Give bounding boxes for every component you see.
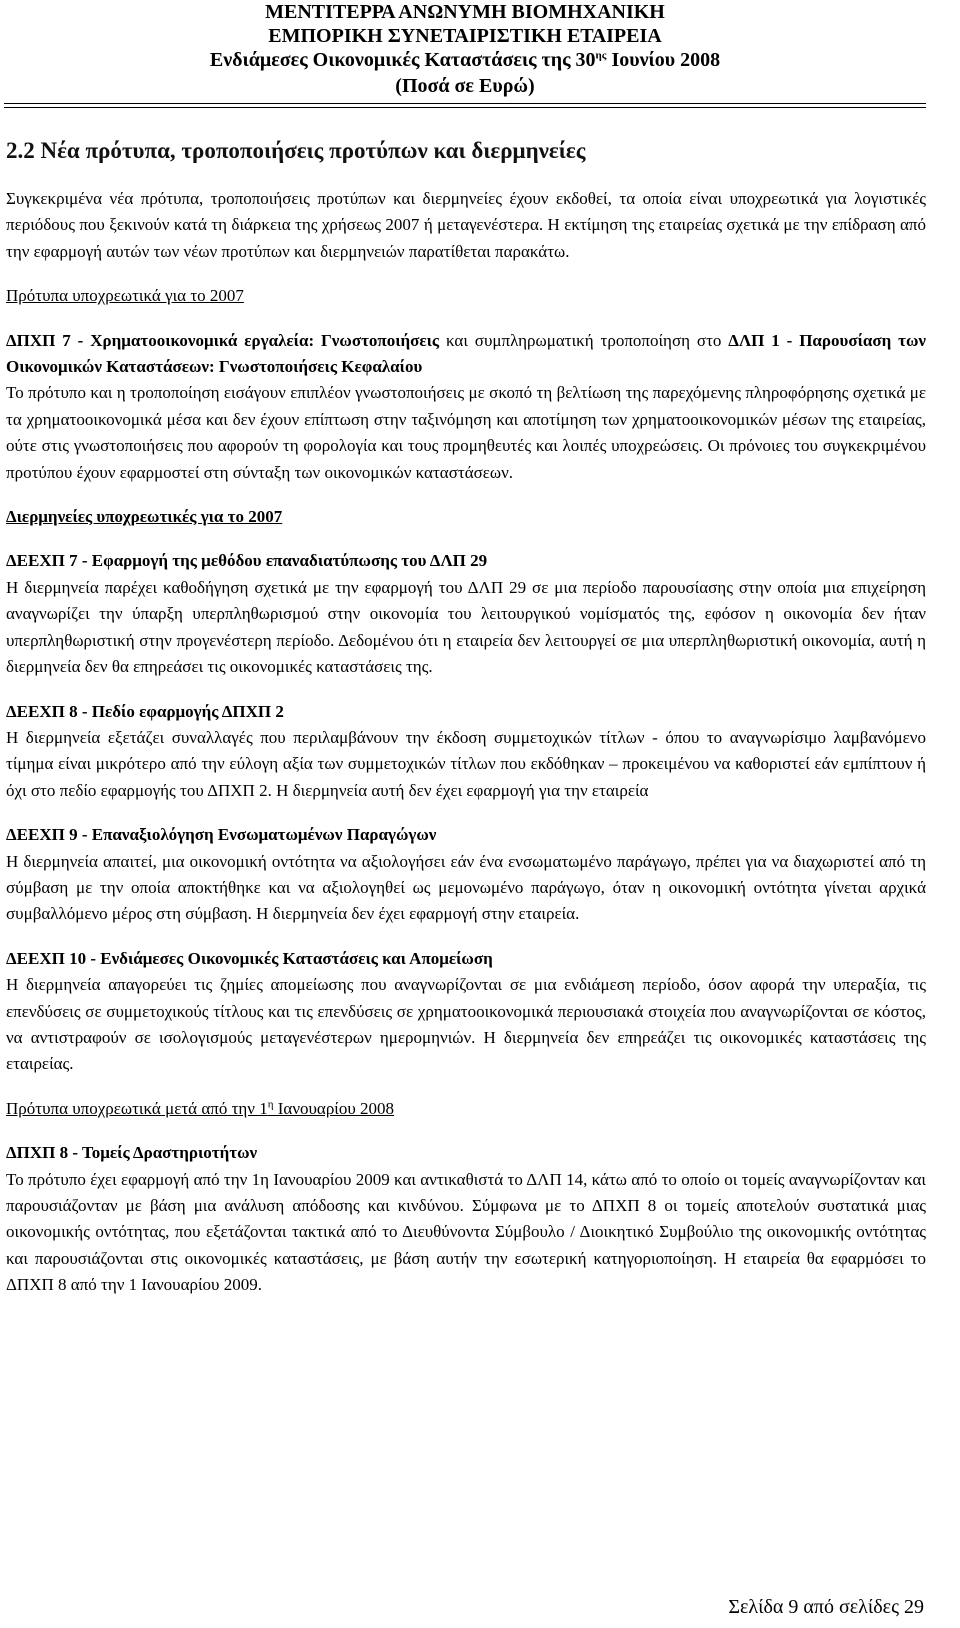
- company-name-line2: ΕΜΠΟΡΙΚΗ ΣΥΝΕΤΑΙΡΙΣΤΙΚΗ ΕΤΑΙΡΕΙΑ: [268, 25, 662, 47]
- ifric7-body: Η διερμηνεία παρέχει καθοδήγηση σχετικά με την εφαρμογή του ΔΛΠ 29 σε μια περίοδο παρουσίασης στην οποία μια επιχείρηση αναγνωρίζει την ύπαρξη υπερπληθωρισμού στην οικονομία του λειτουργικού νομίσματός της, εφόσον η οικονομία δεν ήταν υπερπληθωριστική στην προγενέστερη περίοδο. Δεδομένου ότι η εταιρεία δεν λειτουργεί σε μια υπερπληθωριστική οικονομία, αυτή η διερμηνεία δεν θα επηρεάσει τις οικονομικές καταστάσεις της.: [6, 577, 926, 677]
- currency-note: (Ποσά σε Ευρώ): [395, 75, 535, 97]
- header-rule-top: [4, 103, 926, 104]
- ifric8-body: Η διερμηνεία εξετάζει συναλλαγές που περιλαμβάνουν την έκδοση συμμετοχικών τίτλων - όπου το αναγνωρίσιμο λαμβανόμενο τίμημα είναι μικρότερο από την εύλογη αξία των συμμετοχικών τίτλων που εκδόθηκαν – προκειμένου να καθοριστεί εάν εμπίπτουν ή όχι στο πεδίο εφαρμογής του ΔΠΧΠ 2. Η διερμηνεία αυτή δεν έχει εφαρμογή για την εταιρεία: [6, 727, 926, 800]
- section-title: 2.2 Νέα πρότυπα, τροποποιήσεις προτύπων και διερμηνείες: [6, 138, 586, 163]
- standards-2008-heading: Πρότυπα υποχρεωτικά μετά από την $1^\eta$ Ιανουαρίου 2008: [6, 1098, 395, 1118]
- standards-2007-heading: Πρότυπα υποχρεωτικά για το 2007: [6, 286, 244, 306]
- ifric8-title: ΔΕΕΧΠ 8 - Πεδίο εφαρμογής ΔΠΧΠ 2: [6, 701, 284, 721]
- ifrs8-title: ΔΠΧΠ 8 - Τομείς Δραστηριοτήτων: [6, 1143, 258, 1163]
- main-content: [6, 186, 926, 1299]
- ifric9-body: Η διερμηνεία απαιτεί, μια οικονομική οντότητα να αξιολογήσει εάν ένα ενσωματωμένο παράγωγο, πρέπει για να διαχωριστεί από τη σύμβαση με την οποία αποκτήθηκε και να αξιολογηθεί ως μεμονωμένο παράγωγο, όταν η οικονομική οντότητα γίνεται αρχικά συμβαλλόμενο μέρος στη σύμβαση. Η διερμηνεία δεν έχει εφαρμογή στην εταιρεία.: [6, 851, 926, 924]
- ifric10-title: ΔΕΕΧΠ 10 - Ενδιάμεσες Οικονομικές Καταστάσεις και Απομείωση: [6, 948, 493, 968]
- ifric7-title: ΔΕΕΧΠ 7 - Εφαρμογή της μεθόδου επαναδιατύπωσης του ΔΛΠ 29: [6, 551, 488, 571]
- company-name-line1: ΜΕΝΤΙΤΕΡΡΑ ΑΝΩΝΥΜΗ ΒΙΟΜΗΧΑΝΙΚΗ: [265, 1, 665, 23]
- intro-paragraph: Συγκεκριμένα νέα πρότυπα, τροποποιήσεις προτύπων και διερμηνείες έχουν εκδοθεί, τα οποία είναι υποχρεωτικά για λογιστικές περιόδους που ξεκινούν κατά τη διάρκεια της χρήσεως 2007 ή μεταγενέστερα. Η εκτίμηση της εταιρείας σχετικά με την επίδραση από την εφαρμογή αυτών των νέων προτύπων και διερμηνειών παρατίθεται παρακάτω.: [6, 189, 926, 261]
- header-rule-bottom: [4, 107, 926, 108]
- ifrs8-body: Το πρότυπο έχει εφαρμογή από την 1η Ιανουαρίου 2009 και αντικαθιστά το ΔΛΠ 14, κάτω από το οποίο οι τομείς αναγνωρίζονταν και παρουσιάζονταν με βάση μια ανάλυση απόδοσης και κινδύνου. Σύμφωνα με το ΔΠΧΠ 8 οι τομείς αποτελούν συστατικά μιας οικονομικής οντότητας, που εξετάζονται τακτικά από το Διευθύνοντα Σύμβουλο / Διοικητικό Συμβούλιο της οικονομικής οντότητας και παρουσιάζονται στις οικονομικές καταστάσεις, με βάση αυτήν την εσωτερική κατηγοριοποίηση. Η εταιρεία θα εφαρμόσει το ΔΠΧΠ 8 από την 1 Ιανουαρίου 2009.: [6, 1169, 926, 1295]
- statements-title: Ενδιάμεσες Οικονομικές Καταστάσεις της $30^{\eta\varsigma}$ Ιουνίου 2008: [209, 49, 721, 71]
- ifric9-title: ΔΕΕΧΠ 9 - Επαναξιολόγηση Ενσωματωμένων Παραγώγων: [6, 825, 437, 845]
- ifrs7-body: Το πρότυπο και η τροποποίηση εισάγουν επιπλέον γνωστοποιήσεις με σκοπό τη βελτίωση της παρεχόμενης πληροφόρησης σχετικά με τα χρηματοοικονομικά μέσα και δεν έχουν επίπτωση στην ταξινόμηση και αποτίμηση των χρηματοοικονομικών μέσων της εταιρείας, ούτε στις γνωστοποιήσεις που αφορούν τη φορολογία και τους προμηθευτές και λοιπές υποχρεώσεις. Οι πρόνοιες του συγκεκριμένου προτύπου έχουν εφαρμοστεί στη σύνταξη των οικονομικών καταστάσεων.: [6, 383, 926, 482]
- interpretations-2007-heading: Διερμηνείες υποχρεωτικές για το 2007: [6, 507, 283, 527]
- ifric10-body: Η διερμηνεία απαγορεύει τις ζημίες απομείωσης που αναγνωρίζονται σε μια ενδιάμεση περίοδο, όσον αφορά την υπεραξία, τις επενδύσεις σε συμμετοχικούς τίτλους και τις επενδύσεις σε χρηματοοικονομικά περιουσιακά στοιχεία που αναγνωρίζονται σε κόστος, να αντιστραφούν σε ισολογισμούς μεταγενέστερων ημερομηνιών. Η διερμηνεία δεν επηρεάζει τις οικονομικές καταστάσεις της εταιρείας.: [6, 975, 926, 1074]
- ifrs7-title: ΔΠΧΠ 7 - Χρηματοοικονομικά εργαλεία: Γνωστοποιήσεις και συμπληρωματική τροποποίηση στο ΔΛΠ 1 - Παρουσίαση των Οικονομικών Καταστάσεων: Γνωστοποιήσεις Κεφαλαίου: [6, 330, 926, 377]
- page-number: Σελίδα 9 από σελίδες 29: [728, 1596, 924, 1618]
